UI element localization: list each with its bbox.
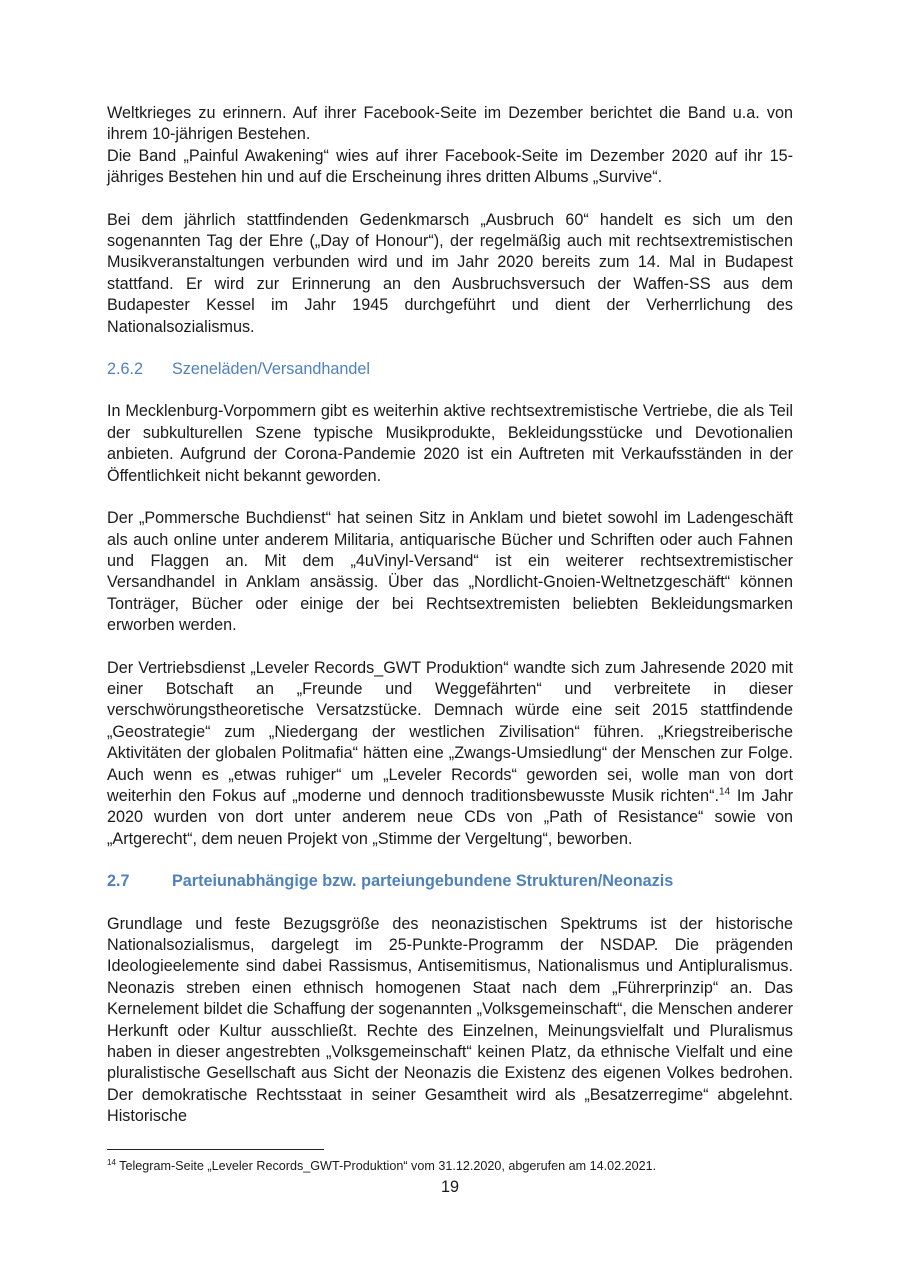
footnote-text: Telegram-Seite „Leveler Records_GWT-Produktion“ vom 31.12.2020, abgerufen am 14.02.2021. xyxy=(115,1159,657,1173)
section-heading-2-6-2 xyxy=(107,359,793,380)
paragraph: Weltkrieges zu erinnern. Auf ihrer Facebook-Seite im Dezember berichtet die Band u.a. von ihrem 10-jährigen Bestehen. xyxy=(107,104,793,144)
paragraph: Der „Pommersche Buchdienst“ hat seinen Sitz in Anklam und bietet sowohl im Ladengeschäft als auch online unter anderem Militaria, antiquarische Bücher und Schriften oder auch Fahnen und Flaggen an. Mit dem „4uVinyl-Versand“ ist ein weiterer rechtsextremistischer Versandhandel in Anklam ansässig. Über das „Nordlicht-Gnoien-Weltnetzgeschäft“ können Tonträger, Bücher oder einige der bei Rechtsextremisten beliebten Bekleidungsmarken erworben werden. xyxy=(107,509,793,635)
section-number: 2.7 xyxy=(107,872,130,891)
section-heading-2-7 xyxy=(107,871,793,892)
footnote-marker: 14 xyxy=(107,1157,116,1167)
page-body xyxy=(107,103,793,1128)
footnote-separator xyxy=(107,1149,324,1150)
paragraph: Die Band „Painful Awakening“ wies auf ihrer Facebook-Seite im Dezember 2020 auf ihr 15-jähriges Bestehen hin und auf die Erscheinung ihres dritten Albums „Survive“. xyxy=(107,146,793,187)
footnote xyxy=(107,1158,797,1174)
footnote-reference[interactable]: 14 xyxy=(718,786,731,798)
section-title: Parteiunabhängige bzw. parteiungebundene Strukturen/Neonazis xyxy=(172,872,674,891)
paragraph: In Mecklenburg-Vorpommern gibt es weiterhin aktive rechtsextremistische Vertriebe, die als Teil der subkulturellen Szene typische Musikprodukte, Bekleidungsstücke und Devotionalien anbieten. Aufgrund der Corona-Pandemie 2020 ist ein Auftreten mit Verkaufsständen in der Öffentlichkeit nicht bekannt geworden. xyxy=(107,402,793,485)
page-number: 19 xyxy=(440,1178,459,1196)
paragraph-text-continued: Im Jahr 2020 wurden von dort unter anderem neue CDs von „Path of Resistance“ sowie von „Artgerecht“, dem neuen Projekt von „Stimme der Vergeltung“, beworben. xyxy=(107,786,794,848)
section-number: 2.6.2 xyxy=(107,360,144,379)
paragraph: Grundlage und feste Bezugsgröße des neonazistischen Spektrums ist der historische Nationalsozialismus, dargelegt im 25-Punkte-Programm der NSDAP. Die prägenden Ideologieelemente sind dabei Rassismus, Antisemitismus, Nationalismus und Antipluralismus. Neonazis streben einen ethnisch homogenen Staat nach dem „Führerprinzip“ an. Das Kernelement bildet die Schaffung der sogenannten „Volksgemeinschaft“, die Menschen anderer Herkunft oder Kultur ausschließt. Rechte des Einzelnen, Meinungsvielfalt und Pluralismus haben in dieser angestrebten „Volksgemeinschaft“ keinen Platz, da ethnische Vielfalt und eine pluralistische Gesellschaft aus Sicht der Neonazis die Existenz des eigenen Volkes bedrohen. Der demokratische Rechtsstaat in seiner Gesamtheit wird als „Besatzerregime“ abgelehnt. Historische xyxy=(107,914,793,1126)
paragraph: Bei dem jährlich stattfindenden Gedenkmarsch „Ausbruch 60“ handelt es sich um den sogenannten Tag der Ehre („Day of Honour“), der regelmäßig auch mit rechtsextremistischen Musikveranstaltungen verbunden wird und im Jahr 2020 bereits zum 14. Mal in Budapest stattfand. Er wird zur Erinnerung an den Ausbruchsversuch der Waffen-SS aus dem Budapester Kessel im Jahr 1945 durchgeführt und dient der Verherrlichung des Nationalsozialismus. xyxy=(107,210,793,336)
paragraph xyxy=(107,658,793,851)
section-title: Szeneläden/Versandhandel xyxy=(172,360,371,379)
paragraph-text: Der Vertriebsdienst „Leveler Records_GWT Produktion“ wandte sich zum Jahresende 2020 mit einer Botschaft an „Freunde und Weggefährten“ und verbreitete in dieser verschwörungstheoretische Versatzstücke. Demnach würde eine seit 2015 stattfindende „Geostrategie“ zum „Niedergang der westlichen Zivilisation“ führen. „Kriegstreiberische Aktivitäten der globalen Politmafia“ hätten eine „Zwangs-Umsiedlung“ der Menschen zur Folge. Auch wenn es „etwas ruhiger“ um „Leveler Records“ geworden sei, wolle man von dort weiterhin den Fokus auf „moderne und dennoch traditionsbewusste Musik richten“. xyxy=(107,658,793,805)
